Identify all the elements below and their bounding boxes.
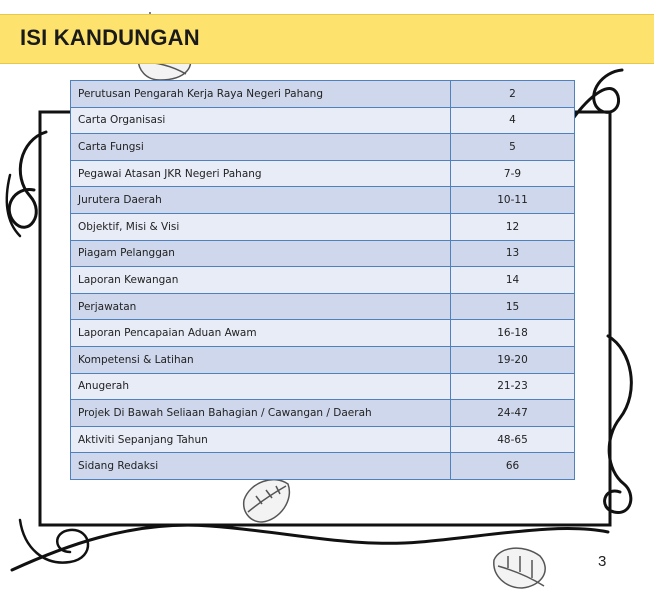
toc-entry-page: 19-20 [451,346,575,373]
table-row [71,320,575,347]
toc-entry-title: Laporan Kewangan [71,267,451,294]
toc-entry-page: 7-9 [451,160,575,187]
table-row [71,107,575,134]
toc-entry-title: Carta Fungsi [71,134,451,161]
contents-table [70,80,575,480]
toc-entry-page: 14 [451,267,575,294]
table-row [71,293,575,320]
toc-entry-title: Sidang Redaksi [71,453,451,480]
toc-entry-title: Perjawatan [71,293,451,320]
table-row [71,160,575,187]
table-row [71,426,575,453]
table-row [71,346,575,373]
page-title: ISI KANDUNGAN [20,25,200,50]
toc-entry-title: Pegawai Atasan JKR Negeri Pahang [71,160,451,187]
table-row [71,240,575,267]
toc-entry-page: 21-23 [451,373,575,400]
toc-entry-title: Piagam Pelanggan [71,240,451,267]
table-row [71,134,575,161]
toc-entry-title: Objektif, Misi & Visi [71,213,451,240]
toc-entry-page: 15 [451,293,575,320]
toc-entry-page: 10-11 [451,187,575,214]
table-row [71,267,575,294]
toc-entry-title: Carta Organisasi [71,107,451,134]
toc-entry-title: Jurutera Daerah [71,187,451,214]
toc-entry-page: 13 [451,240,575,267]
toc-entry-page: 24-47 [451,400,575,427]
toc-entry-page: 48-65 [451,426,575,453]
toc-entry-title: Aktiviti Sepanjang Tahun [71,426,451,453]
table-row [71,373,575,400]
leaf-bottom-right-icon [494,548,545,588]
toc-entry-title: Projek Di Bawah Seliaan Bahagian / Cawangan / Daerah [71,400,451,427]
page-number: 3 [598,553,607,570]
toc-entry-title: Anugerah [71,373,451,400]
table-row [71,81,575,108]
toc-entry-page: 2 [451,81,575,108]
toc-entry-page: 5 [451,134,575,161]
toc-entry-page: 4 [451,107,575,134]
toc-entry-title: Laporan Pencapaian Aduan Awam [71,320,451,347]
toc-entry-page: 12 [451,213,575,240]
toc-entry-title: Kompetensi & Latihan [71,346,451,373]
table-row [71,187,575,214]
table-row [71,213,575,240]
table-row [71,400,575,427]
toc-entry-page: 16-18 [451,320,575,347]
table-row [71,453,575,480]
toc-entry-page: 66 [451,453,575,480]
leaf-bottom-icon [244,480,290,522]
toc-entry-title: Perutusan Pengarah Kerja Raya Negeri Pahang [71,81,451,108]
title-banner [0,14,654,64]
